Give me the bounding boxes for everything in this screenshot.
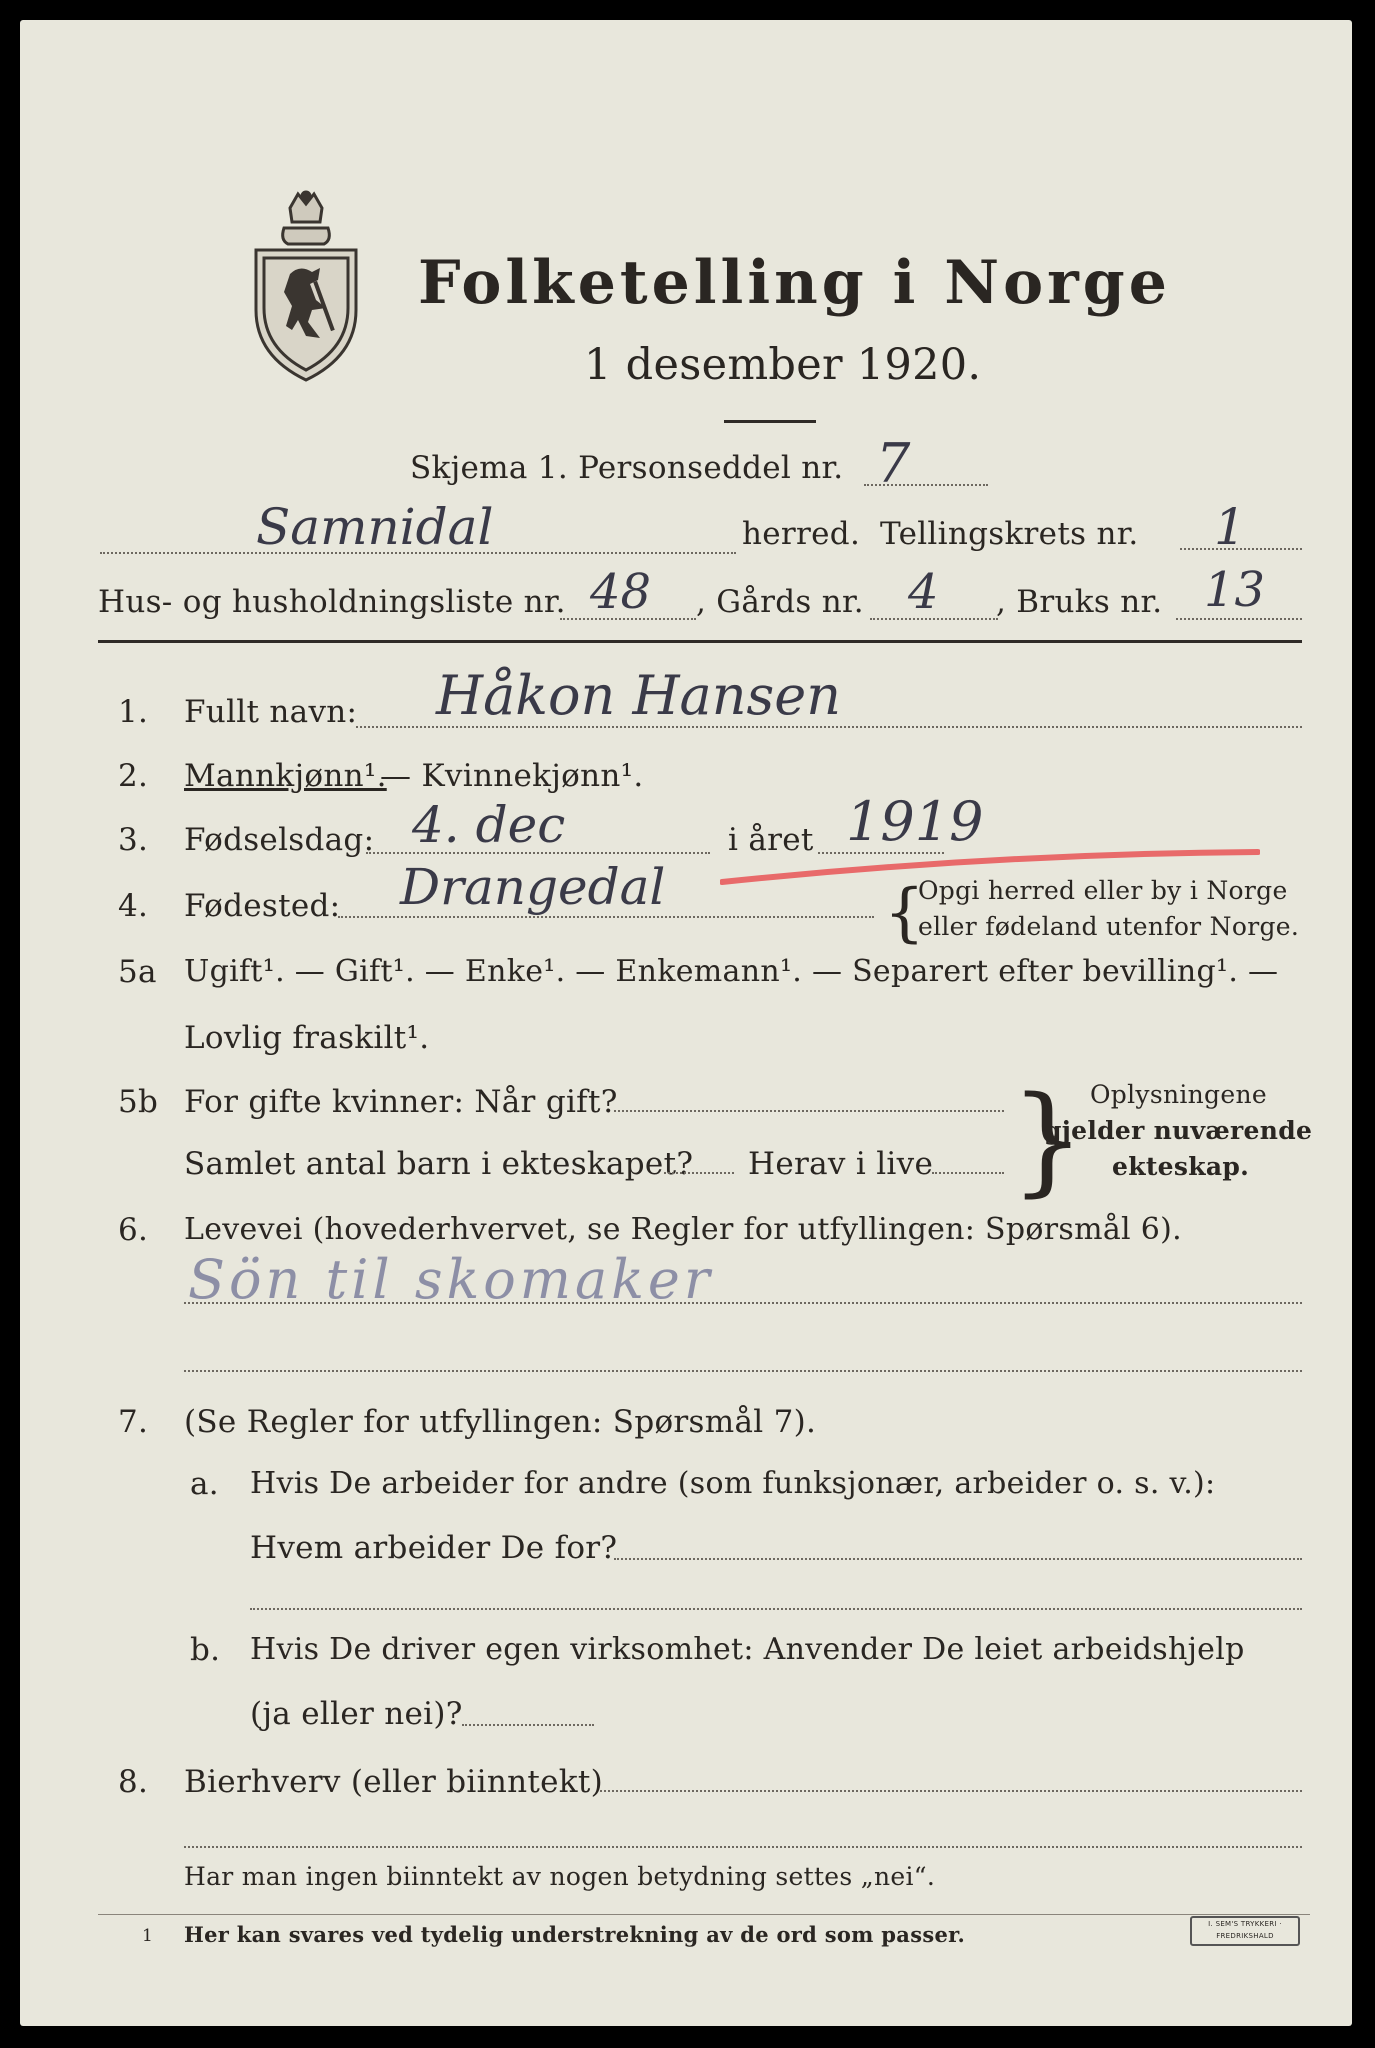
q6-label: Levevei (hovederhvervet, se Regler for utfyllingen: Spørsmål 6). [184, 1212, 1182, 1247]
q7-label: (Se Regler for utfyllingen: Spørsmål 7). [184, 1404, 817, 1440]
gards-value: 4 [908, 564, 939, 620]
male-option: Mannkjønn¹. [184, 758, 387, 794]
q5b-number: 5b [118, 1084, 159, 1120]
q5a-line1: Ugift¹. — Gift¹. — Enke¹. — Enkemann¹. — Separert efter bevilling¹. — [184, 954, 1279, 989]
q5b-note1: Oplysningene [1090, 1080, 1267, 1109]
coat-of-arms-icon [250, 188, 362, 384]
q5b-children-line [664, 1172, 734, 1174]
q4-note-line2: eller fødeland utenfor Norge. [918, 912, 1300, 941]
q5b-note2: gjelder nuværende [1044, 1116, 1313, 1145]
q5a-line2: Lovlig fraskilt¹. [184, 1020, 430, 1056]
herred-label: herred. [742, 516, 861, 552]
title-divider [724, 420, 816, 423]
q4-note-line1: Opgi herred eller by i Norge [918, 876, 1288, 905]
q7b-line2: (ja eller nei)? [250, 1696, 463, 1732]
footnote-text: Her kan svares ved tydelig understrekning av de ord som passer. [184, 1922, 966, 1947]
q5b-note3: ekteskap. [1112, 1152, 1250, 1181]
q8-extra-line [184, 1846, 1302, 1848]
schema-value: 7 [876, 432, 911, 495]
q7-number: 7. [118, 1404, 149, 1440]
footer-note: Har man ingen biinntekt av nogen betydning settes „nei“. [184, 1862, 936, 1891]
printer-stamp: I. SEM'S TRYKKERI · FREDRIKSHALD [1190, 1916, 1300, 1946]
occupation-value: Sön til skomaker [188, 1248, 714, 1311]
schema-label: Skjema 1. Personseddel nr. [410, 450, 844, 486]
q4-brace: { [884, 876, 926, 950]
q7b-letter: b. [190, 1632, 221, 1668]
full-name-value: Håkon Hansen [436, 664, 841, 727]
q1-label: Fullt navn: [184, 694, 358, 730]
q7b-line1: Hvis De driver egen virksomhet: Anvender De leiet arbeidshjelp [250, 1632, 1245, 1667]
bruks-label: , Bruks nr. [996, 584, 1163, 620]
q5b-line1: For gifte kvinner: Når gift? [184, 1084, 618, 1120]
bruks-value: 13 [1204, 562, 1266, 618]
q3-year-label: i året [728, 822, 814, 858]
q2-number: 2. [118, 758, 149, 794]
husliste-label: Hus- og husholdningsliste nr. [98, 584, 566, 620]
q5b-children-label: Samlet antal barn i ekteskapet? [184, 1146, 694, 1182]
q5b-brace: } [1010, 1070, 1086, 1208]
q6-number: 6. [118, 1212, 149, 1248]
q4-number: 4. [118, 888, 149, 924]
q5b-alive-line [932, 1172, 1004, 1174]
birth-year-value: 1919 [846, 790, 984, 853]
q6-line2 [184, 1370, 1302, 1372]
q7a-extra-line [250, 1608, 1302, 1610]
q5a-number: 5a [118, 954, 157, 990]
q8-label: Bierhverv (eller biinntekt) [184, 1764, 604, 1800]
header-divider [98, 640, 1302, 643]
q8-line [600, 1790, 1302, 1792]
bruks-line [1176, 618, 1302, 620]
tellingskrets-value: 1 [1214, 498, 1246, 556]
q7a-line1: Hvis De arbeider for andre (som funksjonær, arbeider o. s. v.): [250, 1466, 1216, 1501]
gards-label: , Gårds nr. [696, 584, 864, 620]
herred-value: Samnidal [256, 498, 494, 556]
q5b-alive-label: Herav i live [748, 1146, 934, 1182]
tellingskrets-label: Tellingskrets nr. [880, 516, 1139, 552]
husliste-value: 48 [590, 564, 652, 620]
q1-number: 1. [118, 694, 149, 730]
q7a-line2: Hvem arbeider De for? [250, 1530, 618, 1566]
q4-line [338, 916, 874, 918]
census-date: 1 desember 1920. [584, 340, 982, 390]
q5b-married-line [614, 1110, 1004, 1112]
female-option: — Kvinnekjønn¹. [380, 758, 644, 794]
birthday-value: 4. dec [412, 796, 566, 854]
q7a-letter: a. [190, 1466, 219, 1502]
q8-number: 8. [118, 1764, 149, 1800]
footnote-divider [98, 1914, 1310, 1915]
page-title: Folketelling i Norge [418, 248, 1171, 318]
birthplace-value: Drangedal [400, 858, 666, 916]
q7b-line [462, 1724, 594, 1726]
q4-label: Fødested: [184, 888, 341, 924]
q7a-line [614, 1558, 1302, 1560]
q3-label: Fødselsdag: [184, 822, 375, 858]
footnote-mark: 1 [142, 1926, 154, 1946]
q3-number: 3. [118, 822, 149, 858]
